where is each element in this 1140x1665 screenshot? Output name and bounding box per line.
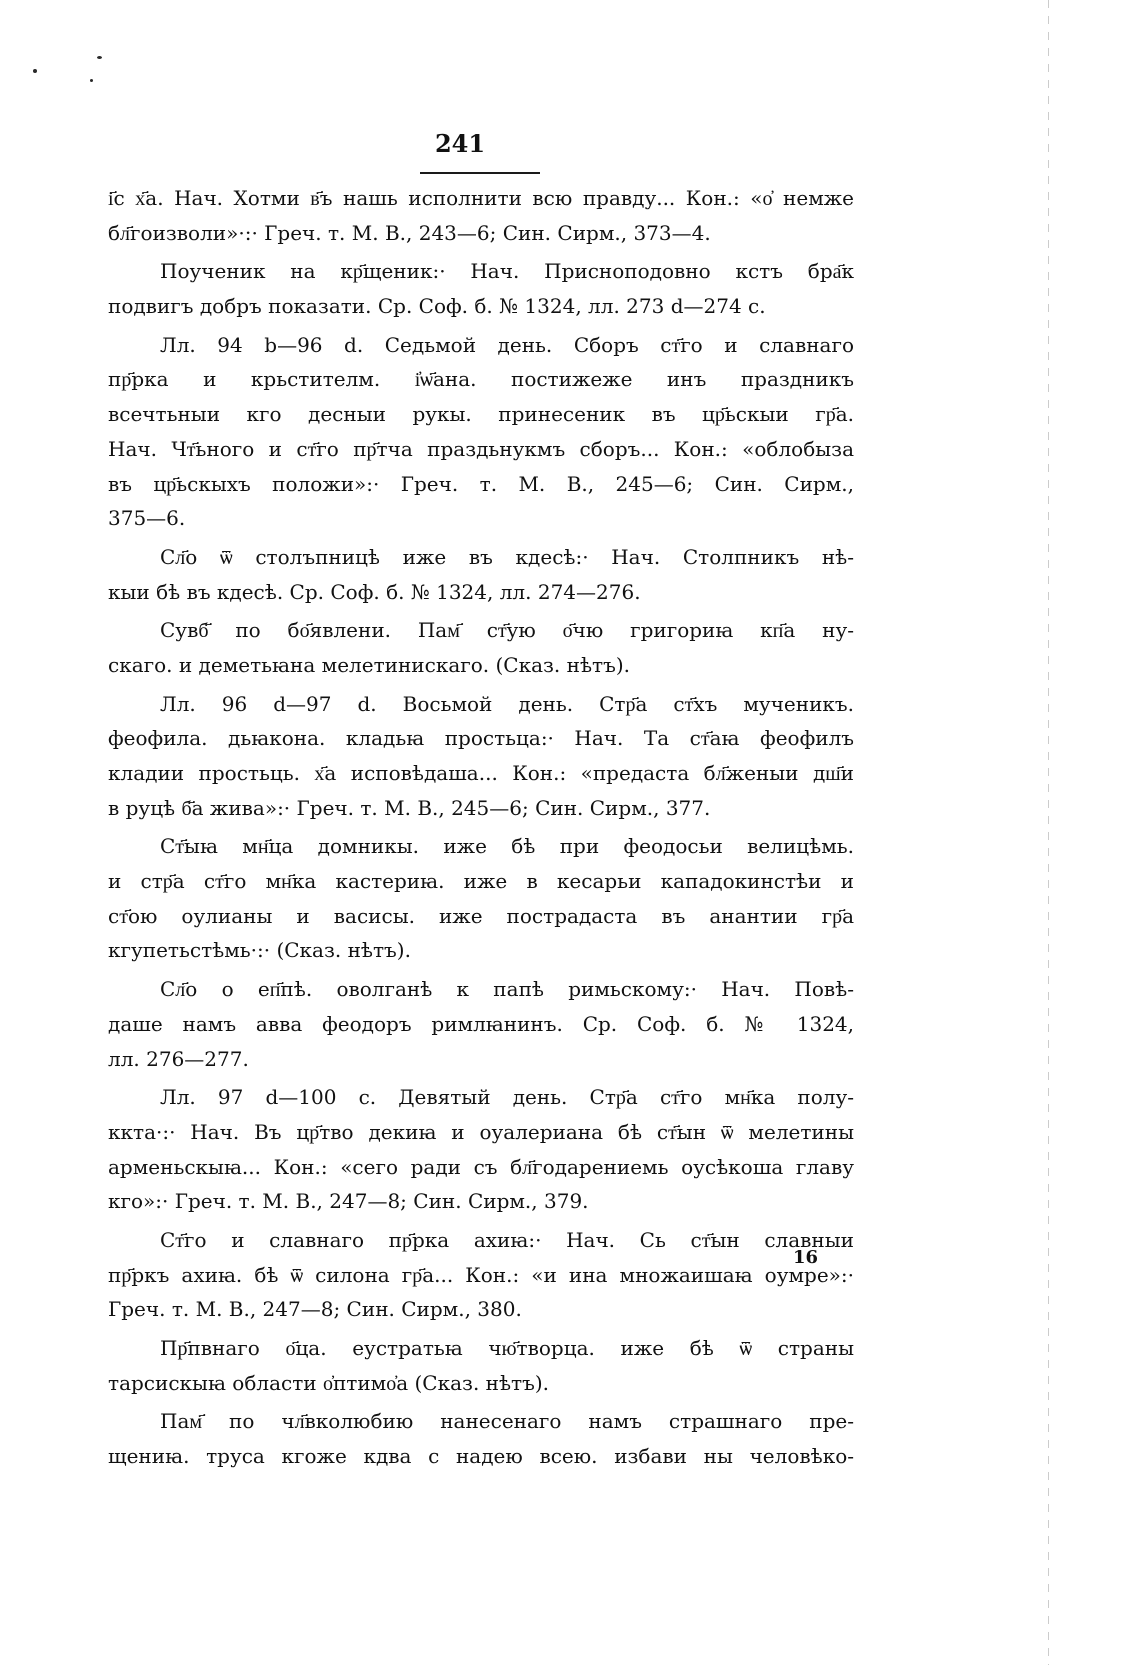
text-line: Лл. 94 b—96 d. Седьмой день. Сборъ ст҃го и славнаго <box>160 332 854 357</box>
text-line: кгупетьстѣмь·:· (Сказ. нѣтъ). <box>108 938 411 963</box>
text-line: Пр҃пвнаго о҃ца. еустратьꙗ чю҃творца. иже бѣ ѿ страны <box>160 1336 854 1360</box>
text-line: арменьскыꙗ... Кон.: «сего ради съ бл҃годарениемь оусѣкоша главу <box>108 1154 854 1179</box>
text-line: подвигъ добръ показати. Ср. Соф. б. № 1324, лл. 273 d—274 c. <box>108 294 766 319</box>
text-line: Нач. Чт҃ьного и ст҃го пр҃тча праздьнукмъ сборъ... Кон.: «облобыза <box>108 436 854 461</box>
scan-speck <box>97 56 102 59</box>
text-line: Пам҃ по чл҃вколюбию нанесенаго намъ страшнаго пре- <box>160 1409 854 1434</box>
text-line: в руцѣ б҃а жива»:· Греч. т. М. В., 245—6; Син. Сирм., 377. <box>108 795 711 820</box>
text-line: Сл҃о о еп҃пѣ. оволганѣ к папѣ римьскому:· Нач. Повѣ- <box>160 977 854 1002</box>
page-number-rule <box>420 172 540 174</box>
text-line: пр҃рка и крьстителм. і҆ѡ҃ана. постижеже инъ праздникъ <box>108 367 854 392</box>
scan-speck <box>90 79 93 82</box>
text-line: въ цр҃ьскыхъ положи»:· Греч. т. М. В., 245—6; Син. Сирм., <box>108 471 854 496</box>
text-line: Греч. т. М. В., 247—8; Син. Сирм., 380. <box>108 1297 522 1322</box>
text-line: Сувб҃ по бо҃явлени. Пам҃ ст҃ую о҃чю григориꙗ кп҃а ну- <box>160 618 854 643</box>
scan-speck <box>33 69 37 73</box>
text-line: Ст҃го и славнаго пр҃рка ахиꙗ:· Нач. Сь ст҃ын славныи <box>160 1227 854 1252</box>
text-line: феофила. дьꙗкона. кладьꙗ простьца:· Нач. Та ст҃аꙗ феофилъ <box>108 726 854 751</box>
text-line: щениꙗ. труса кгоже кдва с надею всею. избави ны человѣко- <box>108 1444 854 1469</box>
text-line: и стр҃а ст҃го мн҃ка кастериꙗ. иже в кесарьи кападокинстѣи и <box>108 869 854 894</box>
text-line: кыи бѣ въ кдесѣ. Ср. Соф. б. № 1324, лл. 274—276. <box>108 579 641 604</box>
text-line: ст҃ою оулианы и васисы. иже пострадаста въ анантии гр҃а <box>108 903 854 928</box>
text-line: пр҃ркъ ахиꙗ. бѣ ѿ силона гр҃а... Кон.: «и ина множаишаꙗ оумре»:· <box>108 1262 854 1287</box>
manuscript-text <box>108 181 854 1474</box>
text-line: бл҃гоизволи»·:· Греч. т. М. В., 243—6; Син. Сирм., 373—4. <box>108 220 711 245</box>
text-line: даше намъ авва феодоръ римлꙗнинъ. Ср. Соф. б. № 1324, <box>108 1011 854 1036</box>
text-line: Ст҃ыꙗ мн҃ца домникы. иже бѣ при феодосьи велицѣмь. <box>160 834 854 859</box>
text-line: тарсискыꙗ области о҆птимо҆а (Сказ. нѣтъ). <box>108 1370 549 1395</box>
text-line: всечтьныи кго десныи рукы. принесеник въ цр҃ьскыи гр҃а. <box>108 402 854 427</box>
text-line: лл. 276—277. <box>108 1046 249 1071</box>
text-line: Лл. 96 d—97 d. Восьмой день. Стр҃а ст҃хъ мученикъ. <box>160 691 854 716</box>
text-line: Сл҃о ѿ столъпницѣ иже въ кдесѣ:· Нач. Столпникъ нѣ- <box>160 544 854 569</box>
text-line: 375—6. <box>108 506 186 531</box>
text-line: і҃с х҃а. Нач. Хотми в҃ъ нашь исполнити всю правду... Кон.: «о҆ немже <box>108 186 854 210</box>
text-line: Лл. 97 d—100 с. Девятый день. Стр҃а ст҃го мн҃ка полу- <box>160 1085 854 1110</box>
scan-edge <box>1048 0 1049 1665</box>
text-line: кго»:· Греч. т. М. В., 247—8; Син. Сирм., 379. <box>108 1189 589 1214</box>
text-line: кктa·:· Нач. Въ цр҃тво декиꙗ и оуалериана бѣ ст҃ын ѿ мелетины <box>108 1119 854 1144</box>
text-line: скаго. и деметьꙗна мелетинискаго. (Сказ. нѣтъ). <box>108 652 630 677</box>
printer-signature: 16 <box>793 1247 819 1268</box>
text-line: Поученик на кр҃щеник:· Нач. Присноподовно кстъ бра҃к <box>160 259 854 284</box>
page-number: 241 <box>434 129 486 158</box>
text-line: кладии простьць. х҃а исповѣдаша... Кон.: «предаста бл҃женыи дш҃и <box>108 761 854 785</box>
